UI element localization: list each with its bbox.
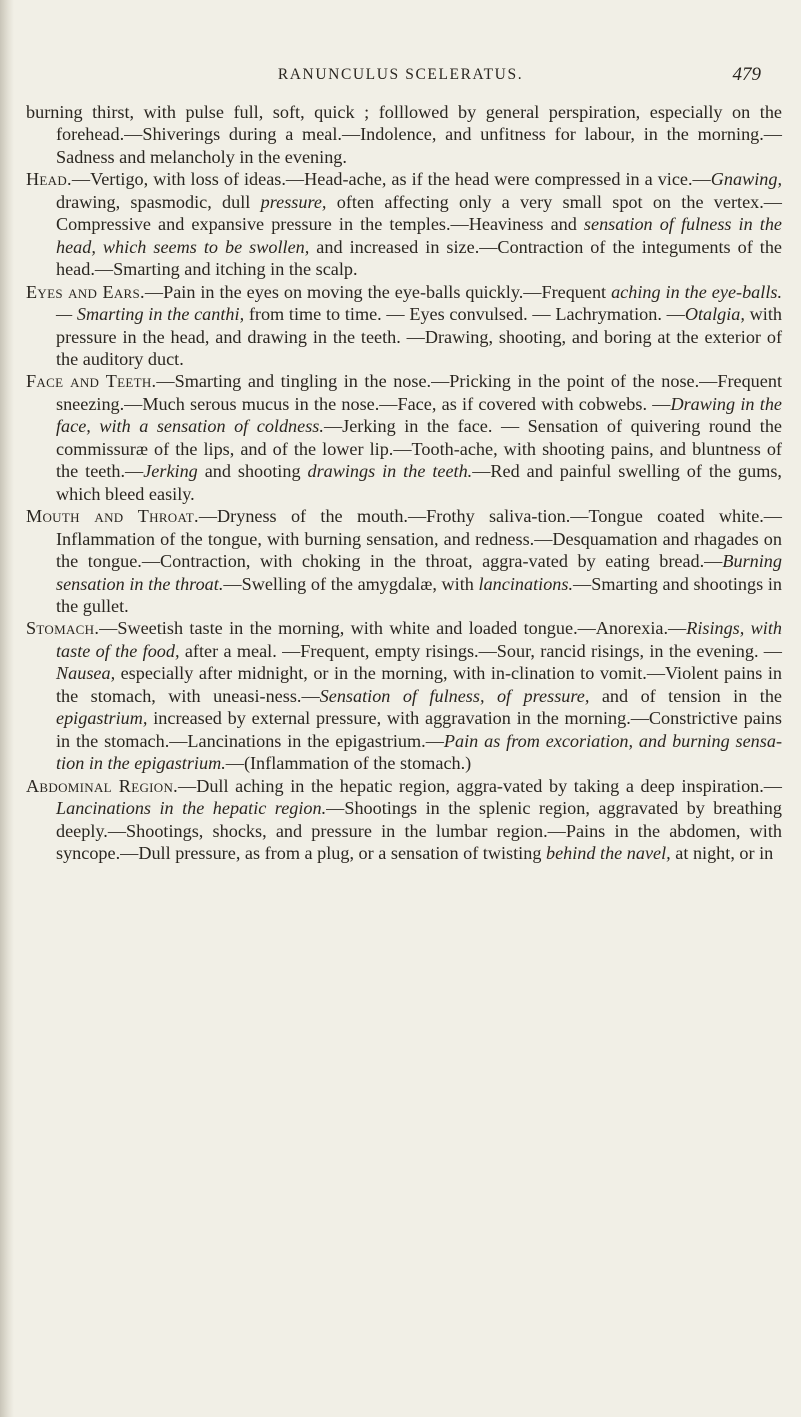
italic-text-run: Risings, with taste of the food, <box>56 618 782 661</box>
page-header <box>0 66 801 90</box>
italic-text-run: sensation of fulness in the head, which seems to be swollen, <box>56 214 783 257</box>
text-run: and increased in size.—Contraction of the integuments of the head.—Smarting and itching in the scalp. <box>56 236 783 280</box>
page-gutter-shadow <box>0 0 14 1417</box>
italic-text-run: Jerking <box>143 461 198 482</box>
section-heading: Stomach. <box>26 618 100 639</box>
text-run: with pressure in the head, and drawing in the teeth. —Drawing, shooting, and boring at the exterior of the auditory duct. <box>56 304 782 369</box>
text-run: drawing, spasmodic, dull <box>56 191 261 212</box>
text-run: —Shootings in the splenic region, aggravated by breathing deeply.—Shootings, shocks, and pressure in the lumbar region.—Pains in the abdomen, with syncope.—Dull pressure, as from a plug, or a sensation of twisting <box>56 798 782 863</box>
text-run: burning thirst, with pulse full, soft, quick ; folllowed by general perspiration, especially on the forehead.—Shiverings during a meal.—Indolence, and unfitness for labour, in the morning.—Sadness and melancholy in the evening. <box>26 102 782 167</box>
section-heading: Mouth and Throat. <box>26 506 199 527</box>
text-run: —Sweetish taste in the morning, with white and loaded tongue.—Anorexia.— <box>99 618 687 639</box>
text-run: —Dryness of the mouth.—Frothy saliva-tion.—Tongue coated white.—Inflammation of the tongue, with burning sensation, and redness.—Desquamation and rhagades on the tongue.—Contraction, with choking in the throat, aggra-vated by eating bread.— <box>56 506 782 572</box>
section-paragraph <box>26 617 782 774</box>
page-number: 479 <box>732 64 761 85</box>
italic-text-run: pressure, <box>260 191 327 212</box>
italic-text-run: Otalgia, <box>684 304 745 325</box>
italic-text-run: Nausea, <box>56 663 116 684</box>
text-run: and of tension in the <box>589 685 782 706</box>
section-paragraph <box>26 505 782 617</box>
italic-text-run: Burning sensation in the throat. <box>56 551 782 594</box>
section-heading: Eyes and Ears. <box>26 281 145 302</box>
italic-text-run: lancinations. <box>478 573 574 594</box>
section-paragraph <box>26 101 782 168</box>
text-run: and shooting <box>197 461 308 482</box>
section-paragraph <box>26 775 782 865</box>
italic-text-run: Drawing in the face, with a sensation of coldness. <box>56 393 782 437</box>
text-run: from time to time. — Eyes convulsed. — Lachrymation. — <box>244 304 685 325</box>
italic-text-run: Sensation of fulness, of pressure, <box>319 685 590 706</box>
section-heading: Head. <box>26 169 72 190</box>
italic-text-run: behind the navel, <box>545 842 671 863</box>
text-run: —Red and painful swelling of the gums, which bleed easily. <box>56 461 782 504</box>
italic-text-run: Gnawing, <box>710 169 782 190</box>
italic-text-run: epigastrium, <box>56 708 148 729</box>
section-heading: Face and Teeth. <box>26 371 157 392</box>
italic-text-run: aching in the eye-balls. — Smarting in the canthi, <box>56 281 782 325</box>
section-paragraph <box>26 281 782 371</box>
text-run: —Swelling of the amygdalæ, with <box>223 573 479 594</box>
text-run: increased by external pressure, with aggravation in the morning.—Constrictive pains in the stomach.—Lancinations in the epigastrium.— <box>56 708 782 751</box>
text-run: after a meal. —Frequent, empty risings.—Sour, rancid risings, in the evening. — <box>179 640 782 661</box>
text-run: —Dull aching in the hepatic region, aggra-vated by taking a deep inspiration.— <box>178 775 782 796</box>
text-run: at night, or in <box>670 842 774 863</box>
body-text <box>26 101 782 864</box>
text-run: —Smarting and shootings in the gullet. <box>56 573 782 616</box>
section-heading: Abdominal Region. <box>26 775 179 796</box>
section-paragraph <box>26 168 782 280</box>
italic-text-run: Lancinations in the hepatic region. <box>56 798 327 819</box>
text-run: especially after midnight, or in the morning, with in-clination to vomit.—Violent pains in the stomach, with uneasi-ness.— <box>56 663 782 706</box>
text-run: —(Inflammation of the stomach.) <box>225 753 472 774</box>
italic-text-run: Pain as from excoriation, and burning sensa-tion in the epigastrium. <box>56 730 783 774</box>
text-run: —Smarting and tingling in the nose.—Pricking in the point of the nose.—Frequent sneezing.—Much serous mucus in the nose.—Face, as if covered with cobwebs. — <box>56 371 782 414</box>
text-run: —Pain in the eyes on moving the eye-balls quickly.—Frequent <box>144 281 612 302</box>
text-run: often affecting only a very small spot on the vertex.—Compressive and expansive pressure in the temples.—Heaviness and <box>56 191 782 235</box>
text-run: —Jerking in the face. — Sensation of quivering round the commissuræ of the lips, and of the lower lip.—Tooth-ache, with shooting pains, and bluntness of the teeth.— <box>56 416 782 482</box>
text-run: —Vertigo, with loss of ideas.—Head-ache, as if the head were compressed in a vice.— <box>71 169 711 190</box>
italic-text-run: drawings in the teeth. <box>307 461 473 482</box>
running-head: RANUNCULUS SCELERATUS. <box>277 66 524 83</box>
section-paragraph <box>26 370 782 505</box>
